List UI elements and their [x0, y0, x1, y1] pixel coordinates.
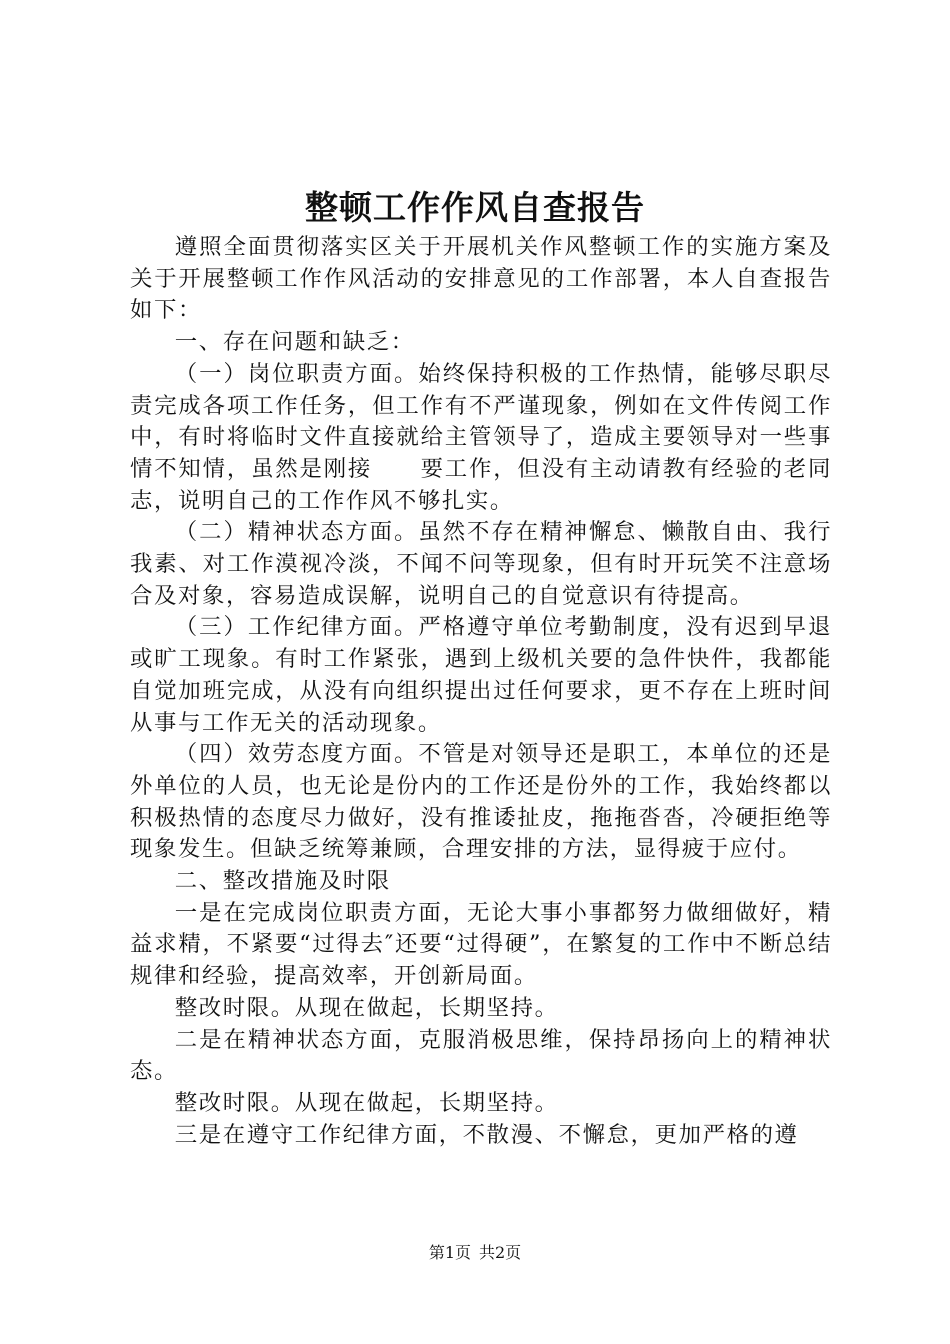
paragraph-intro: 遵照全面贯彻落实区关于开展机关作风整顿工作的实施方案及关于开展整顿工作作风活动的安排意见的工作部署，本人自查报告如下： [130, 234, 832, 324]
paragraph-measure-one: 一是在完成岗位职责方面，无论大事小事都努力做细做好，精益求精，不紧要“过得去″还要“过得硬”，在繁复的工作中不断总结规律和经验，提高效率，开创新局面。 [130, 899, 832, 990]
paragraph-measure-two: 二是在精神状态方面，克服消极思维，保持昂扬向上的精神状态。 [130, 1026, 832, 1085]
paragraph-deadline-two: 整改时限。从现在做起，长期坚持。 [174, 1089, 559, 1116]
section-heading-measures: 二、整改措施及时限 [174, 868, 391, 895]
document-title: 整顿工作作风自查报告 [305, 188, 645, 227]
paragraph-job-duty: （一）岗位职责方面。始终保持积极的工作热情，能够尽职尽责完成各项工作任务，但工作有不严谨现象，例如在文件传阅工作中，有时将临时文件直接就给主管领导了，造成主要领导对一些事情不知情，虽然是刚接 要工作，但没有主动请教有经验的老同志，说明自己的工作作风不够扎实。 [130, 360, 832, 514]
page-footer [0, 1243, 950, 1263]
paragraph-deadline-one: 整改时限。从现在做起，长期坚持。 [174, 994, 559, 1021]
paragraph-service: （四）效劳态度方面。不管是对领导还是职工，本单位的还是外单位的人员，也无论是份内的工作还是份外的工作，我始终都以积极热情的态度尽力做好，没有推诿扯皮，拖拖沓沓，冷硬拒绝等现象发生。但缺乏统筹兼顾，合理安排的方法，显得疲于应付。 [130, 741, 832, 863]
paragraph-measure-three: 三是在遵守工作纪律方面，不散漫、不懈怠，更加严格的遵 [174, 1121, 799, 1148]
section-heading-problems: 一、存在问题和缺乏： [174, 329, 415, 356]
document-body [130, 232, 832, 1151]
page-total: 共2页 [479, 1243, 522, 1262]
paragraph-spirit: （二）精神状态方面。虽然不存在精神懈怠、懒散自由、我行我素、对工作漠视冷淡，不闻不问等现象，但有时开玩笑不注意场合及对象，容易造成误解，说明自己的自觉意识有待提高。 [130, 519, 832, 609]
paragraph-discipline: （三）工作纪律方面。严格遵守单位考勤制度，没有迟到早退或旷工现象。有时工作紧张，遇到上级机关要的急件快件，我都能自觉加班完成，从没有向组织提出过任何要求，更不存在上班时间从事与工作无关的活动现象。 [130, 614, 832, 736]
page-number: 第1页 [428, 1243, 471, 1262]
